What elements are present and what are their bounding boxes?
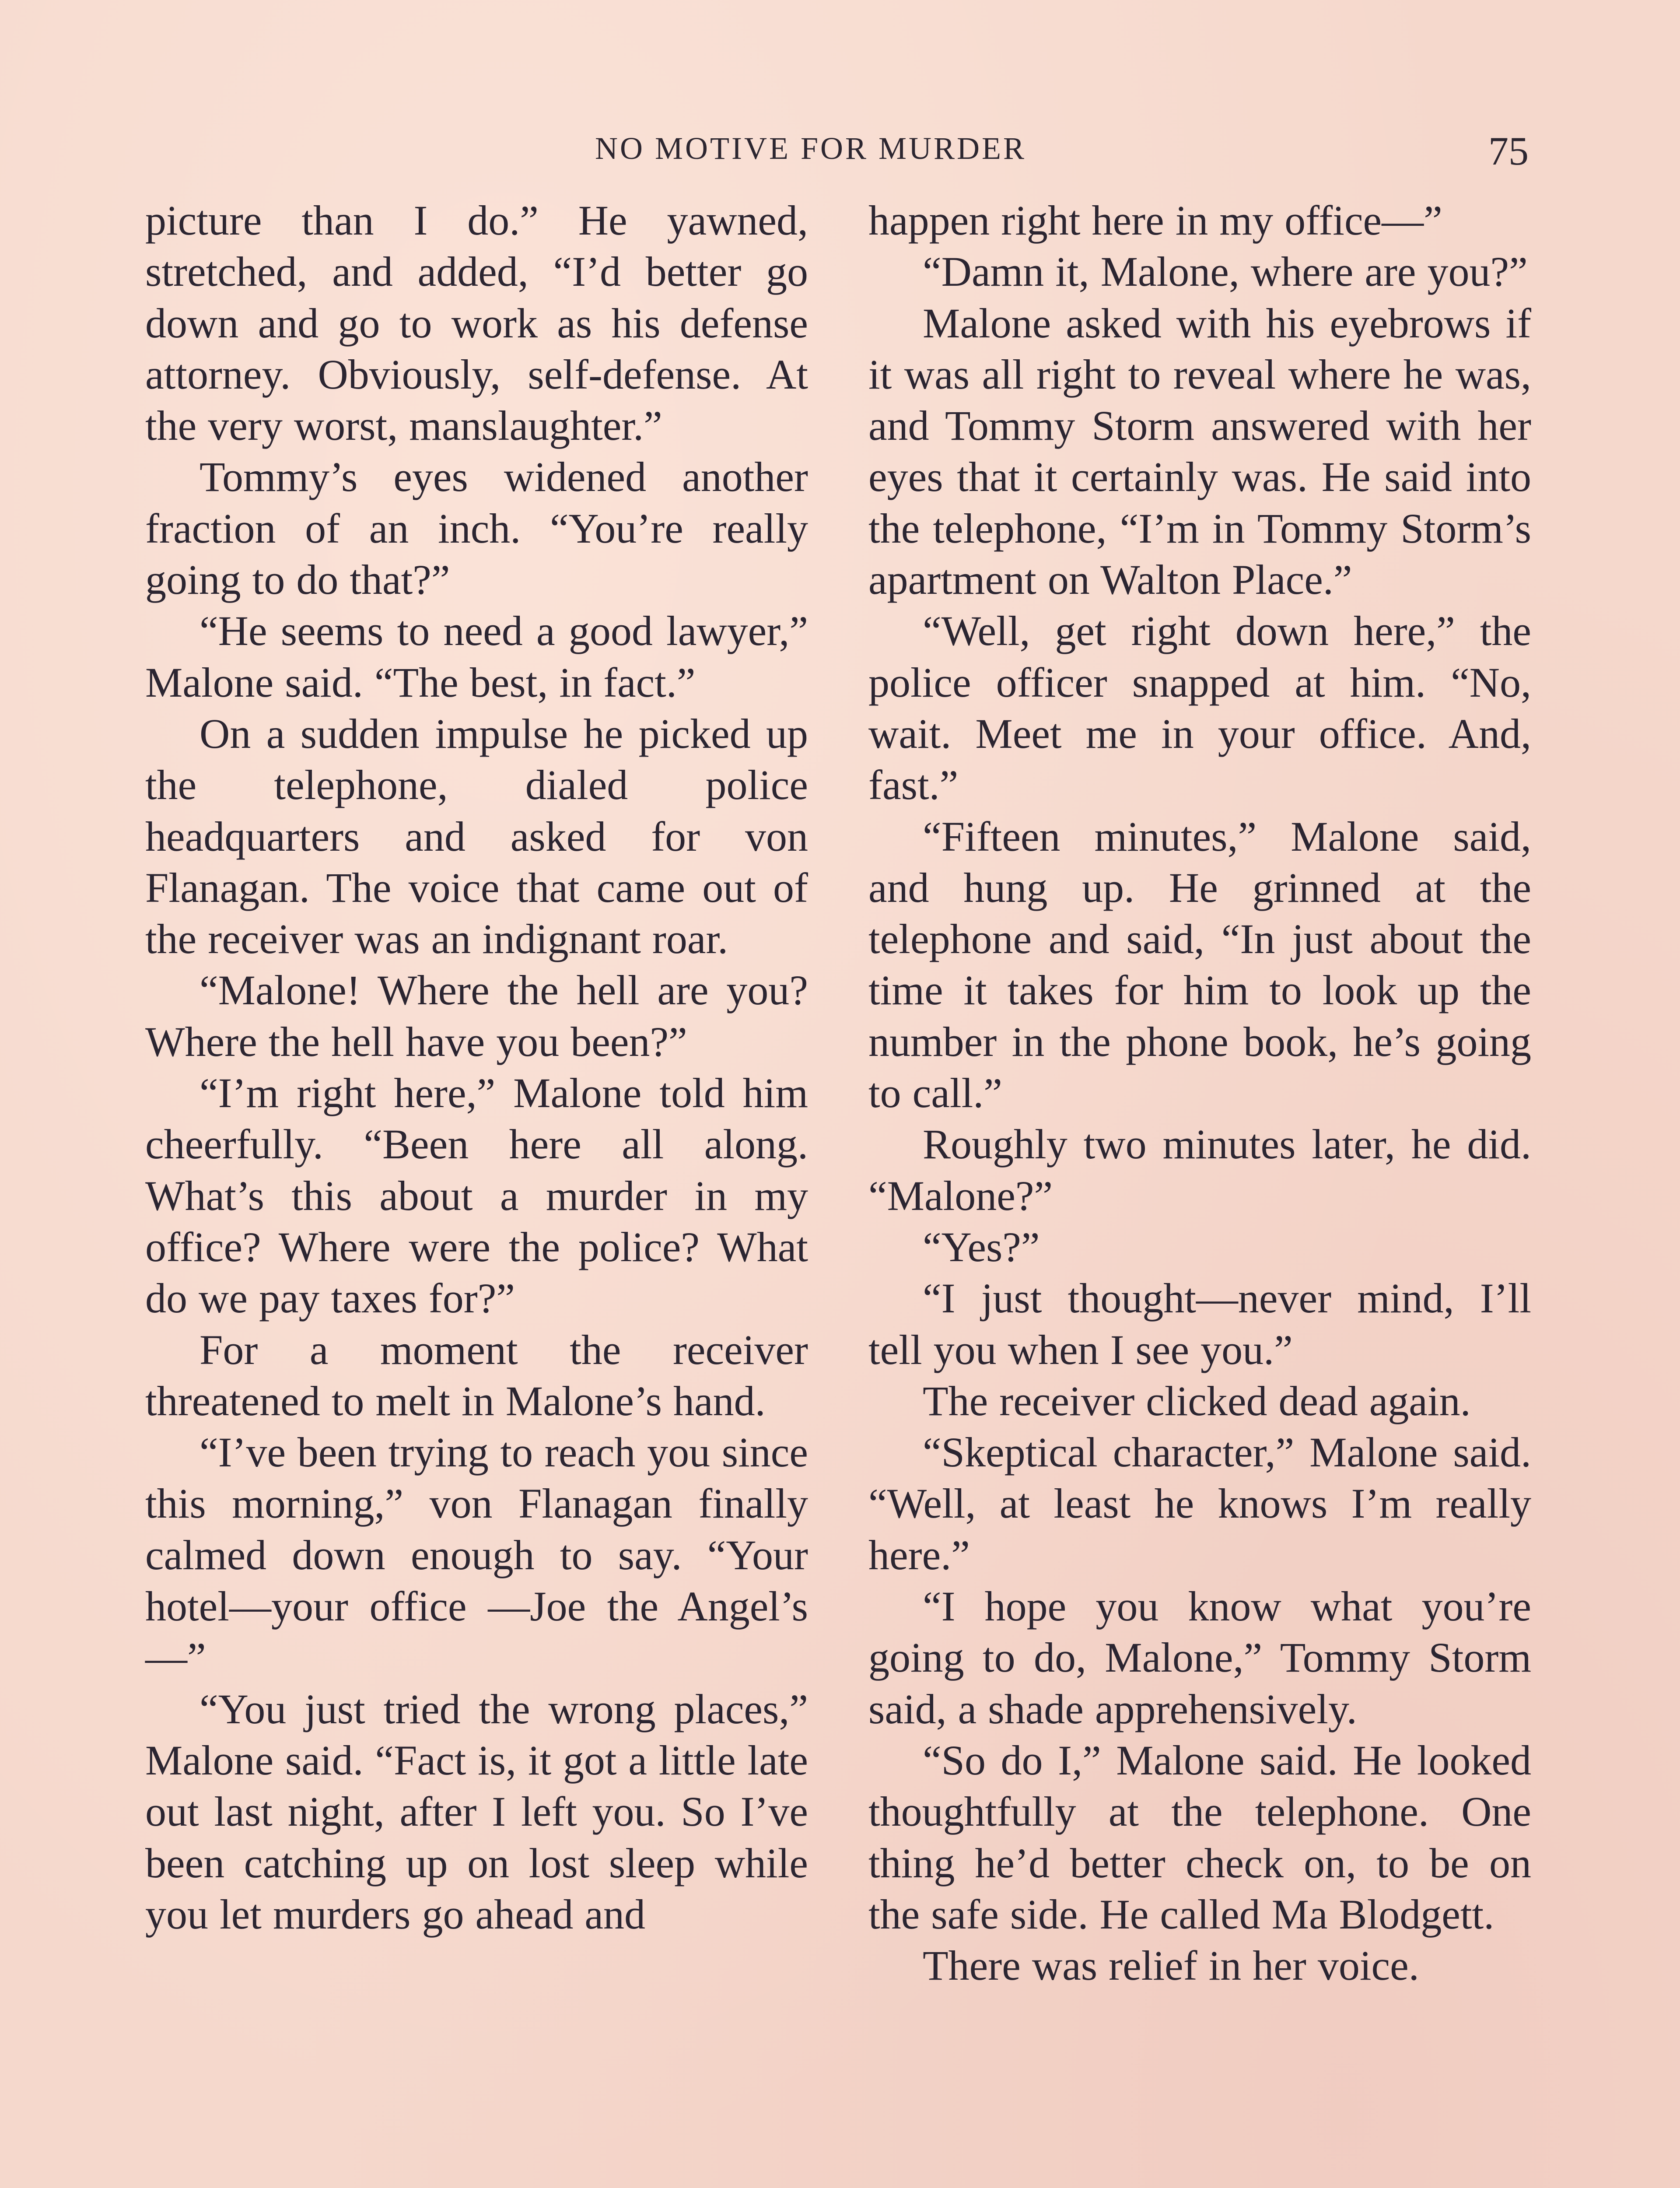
paragraph: Tommy’s eyes widened another fraction of an inch. “You’re really going to do that?” bbox=[145, 453, 808, 603]
paragraph: The receiver clicked dead again. bbox=[923, 1377, 1471, 1424]
paragraph: happen right here in my office—” bbox=[868, 197, 1442, 244]
paragraph: Roughly two minutes later, he did. “Malone?” bbox=[868, 1121, 1531, 1219]
paragraph: “Malone! Where the hell are you? Where the hell have you been?” bbox=[145, 967, 808, 1065]
paragraph: “I’ve been trying to reach you since this morning,” von Flanagan finally calmed down enough to say. “Your hotel—your office —Joe the Angel’s—” bbox=[145, 1429, 808, 1681]
paragraph: “I just thought—never mind, I’ll tell you when I see you.” bbox=[868, 1275, 1531, 1373]
paragraph: “You just tried the wrong places,” Malone said. “Fact is, it got a little late out last night, after I left you. So I’ve been catching up on lost sleep while you let murders go ahead and bbox=[145, 1685, 808, 1938]
paragraph: “Well, get right down here,” the police officer snapped at him. “No, wait. Meet me in your office. And, fast.” bbox=[868, 607, 1531, 809]
paragraph: picture than I do.” He yawned, stretched, and added, “I’d better go down and go to work as his defense attorney. Obviously, self-defense. At the very worst, manslaughter.” bbox=[145, 197, 808, 449]
paragraph: “I hope you know what you’re going to do, Malone,” Tommy Storm said, a shade apprehensively. bbox=[868, 1583, 1531, 1732]
paragraph: “Damn it, Malone, where are you?” bbox=[923, 248, 1528, 295]
running-title: NO MOTIVE FOR MURDER bbox=[595, 131, 1027, 166]
paragraph: Malone asked with his eyebrows if it was all right to reveal where he was, and Tommy Storm answered with her eyes that it certainly was. He said into the telephone, “I’m in Tommy Storm’s apartment on Walton Place.” bbox=[868, 299, 1531, 603]
paragraph: “Skeptical character,” Malone said. “Well, at least he knows I’m really here.” bbox=[868, 1429, 1531, 1578]
paragraph: “So do I,” Malone said. He looked thoughtfully at the telephone. One thing he’d better check on, to be on the safe side. He called Ma Blodgett. bbox=[868, 1736, 1531, 1938]
paragraph: There was relief in her voice. bbox=[923, 1942, 1419, 1989]
right-text-column bbox=[868, 195, 1531, 1991]
page-number: 75 bbox=[1488, 129, 1529, 173]
paragraph: “I’m right here,” Malone told him cheerfully. “Been here all along. What’s this about a murder in my office? Where were the police? What do we pay taxes for?” bbox=[145, 1069, 808, 1322]
paragraph: “Yes?” bbox=[923, 1223, 1040, 1270]
paragraph: On a sudden impulse he picked up the telephone, dialed police headquarters and asked for von Flanagan. The voice that came out of the receiver was an indignant roar. bbox=[145, 710, 808, 963]
left-text-column bbox=[145, 195, 808, 1940]
paragraph: “Fifteen minutes,” Malone said, and hung up. He grinned at the telephone and said, “In just about the time it takes for him to look up the number in the phone book, he’s going to call.” bbox=[868, 813, 1531, 1117]
paragraph: For a moment the receiver threatened to melt in Malone’s hand. bbox=[145, 1326, 808, 1424]
paragraph: “He seems to need a good lawyer,” Malone said. “The best, in fact.” bbox=[145, 607, 808, 706]
